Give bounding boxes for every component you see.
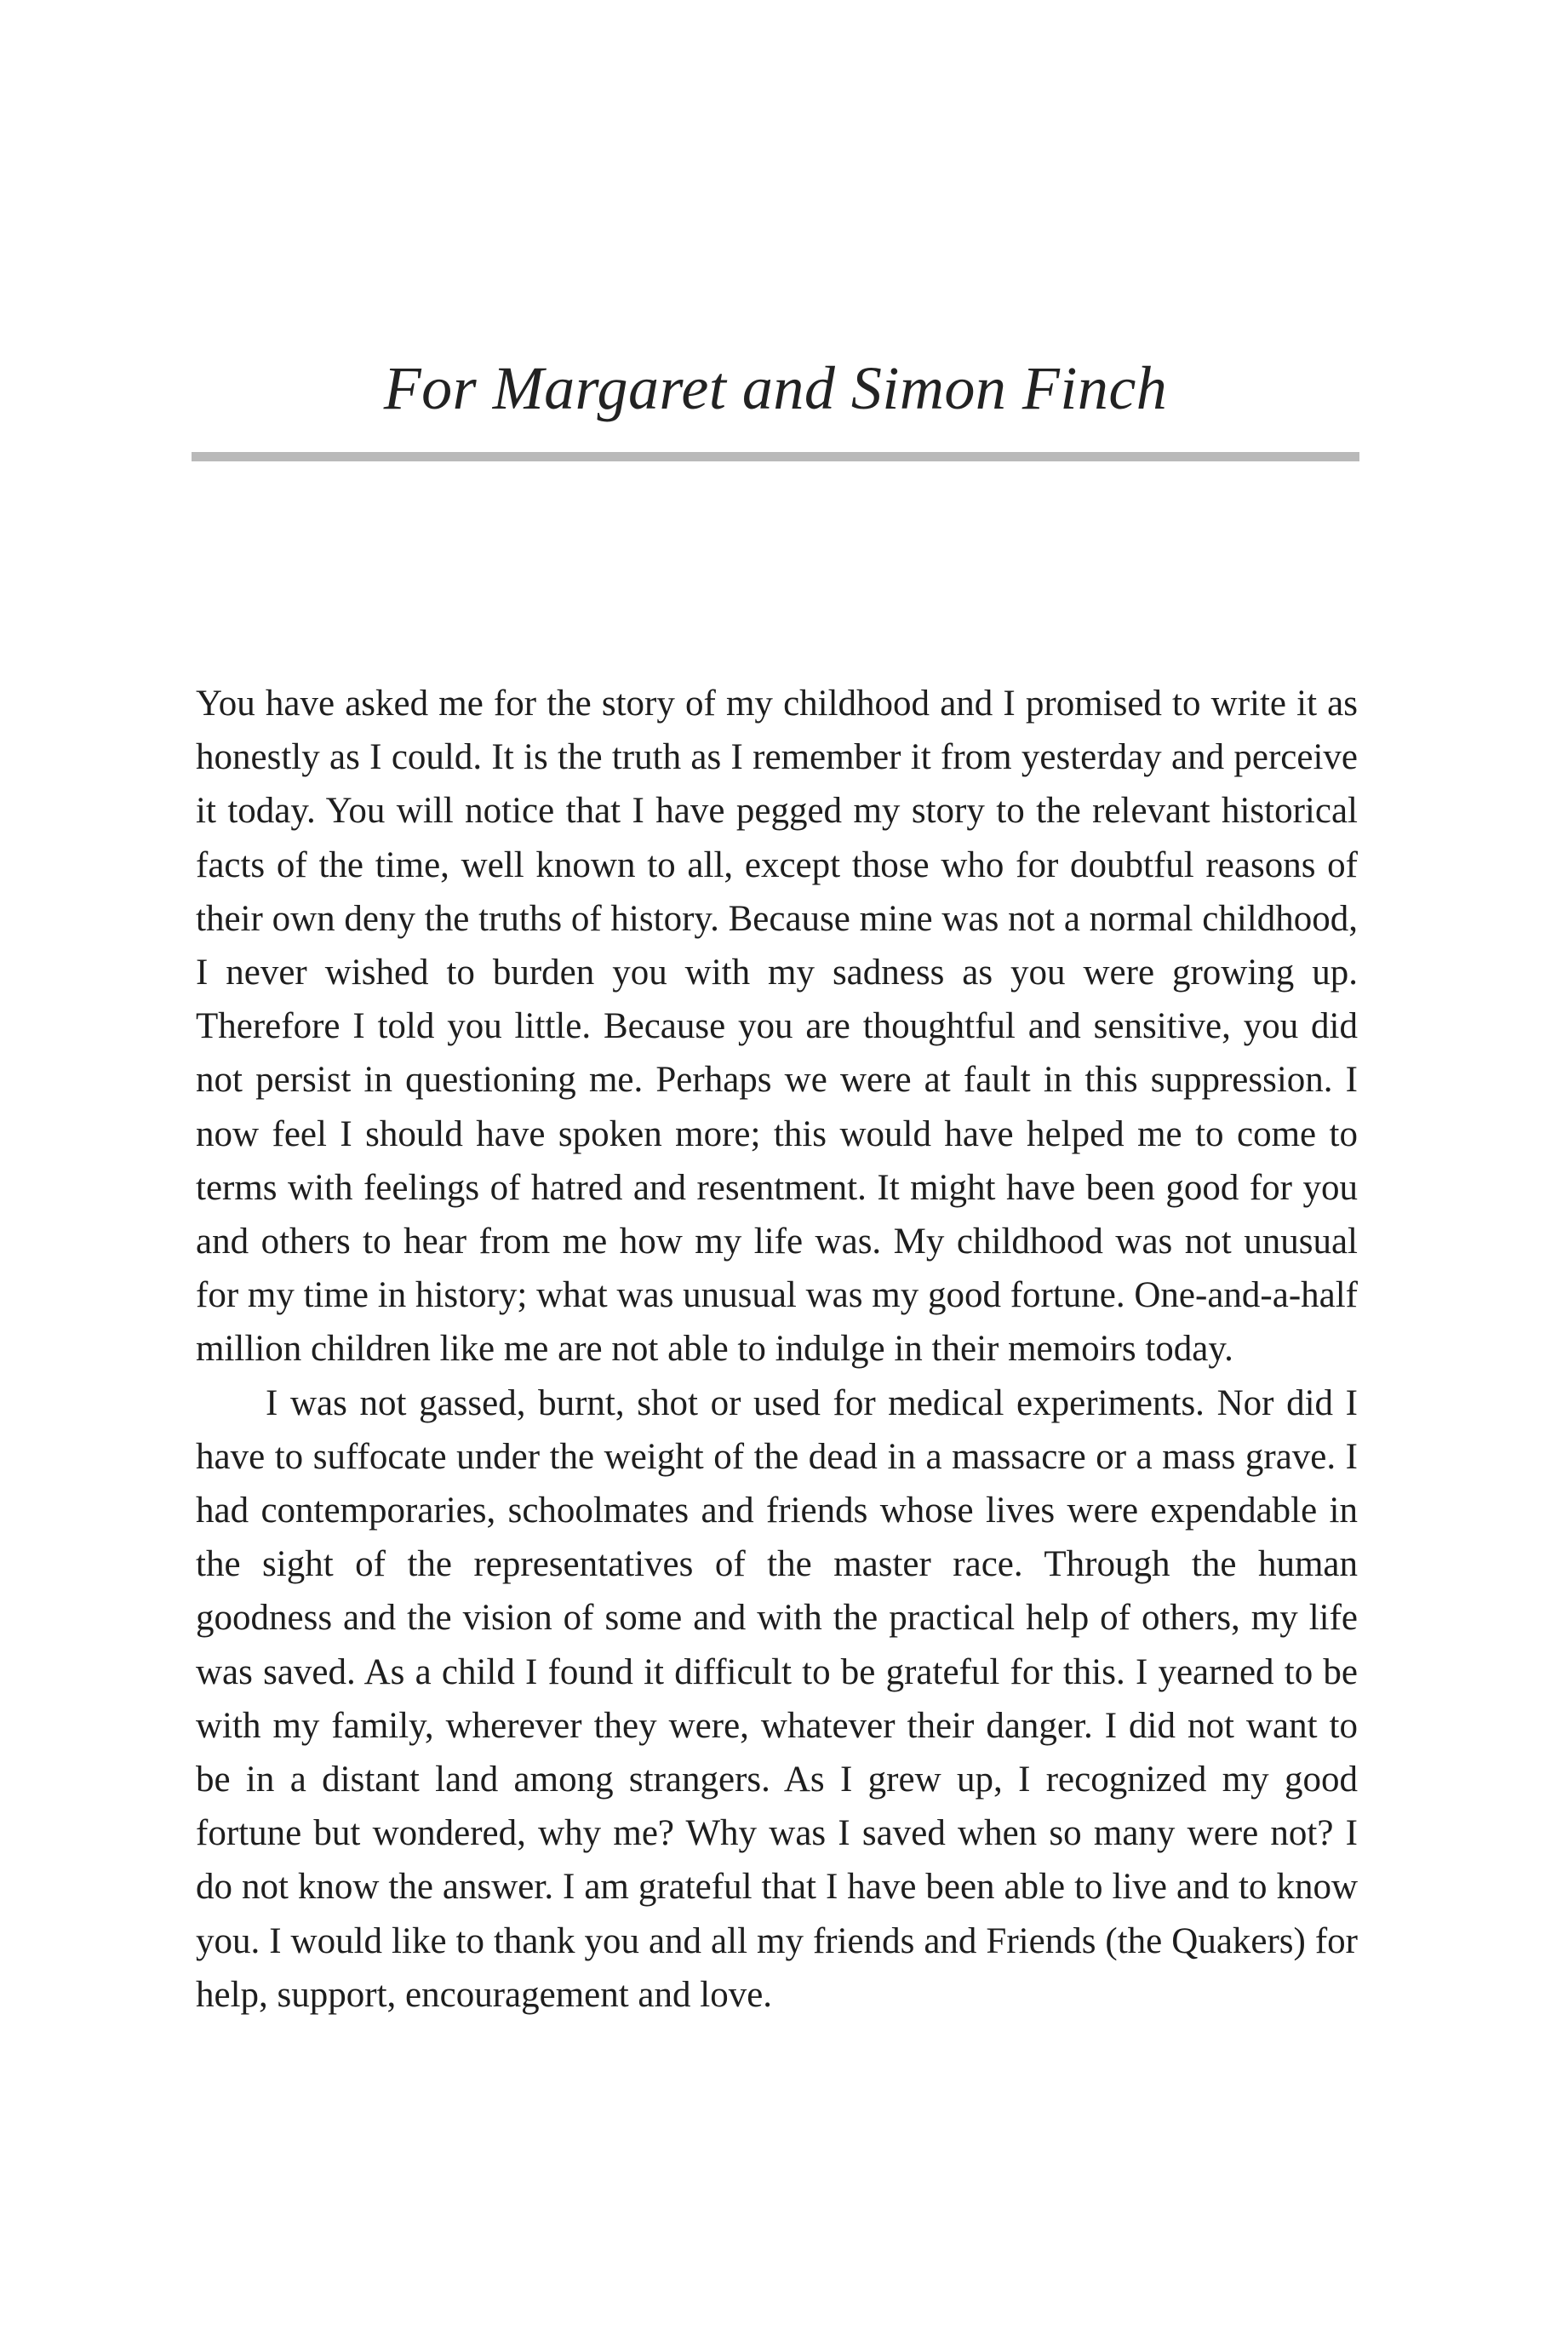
title-rule-divider: [192, 452, 1359, 461]
body-paragraph-2: I was not gassed, burnt, shot or used for medical experiments. Nor did I have to suffocate under the weight of the dead in a massacre or a mass grave. I had contemporaries, schoolmates and friends whose lives were expendable in the sight of the representatives of the master race. Through the human goodness and the vision of some and with the practical help of others, my life was saved. As a child I found it difficult to be grateful for this. I yearned to be with my family, wherever they were, whatever their danger. I did not want to be in a distant land among strangers. As I grew up, I recognized my good fortune but wondered, why me? Why was I saved when so many were not? I do not know the answer. I am grateful that I have been able to live and to know you. I would like to thank you and all my friends and Friends (the Quakers) for help, support, encouragement and love.: [196, 1382, 1358, 2015]
dedication-body: [196, 677, 1358, 2022]
dedication-title: For Margaret and Simon Finch: [383, 354, 1168, 422]
body-paragraph-1: You have asked me for the story of my childhood and I promised to write it as honestly as I could. It is the truth as I remember it from yesterday and perceive it today. You will notice that I have pegged my story to the relevant historical facts of the time, well known to all, except those who for doubtful reasons of their own deny the truths of history. Because mine was not a normal childhood, I never wished to burden you with my sadness as you were growing up. Therefore I told you little. Because you are thoughtful and sensitive, you did not persist in questioning me. Perhaps we were at fault in this suppression. I now feel I should have spoken more; this would have helped me to come to terms with feelings of hatred and resentment. It might have been good for you and others to hear from me how my life was. My childhood was not unusual for my time in history; what was unusual was my good fortune. One-and-a-half million children like me are not able to indulge in their memoirs today.: [196, 684, 1358, 1370]
